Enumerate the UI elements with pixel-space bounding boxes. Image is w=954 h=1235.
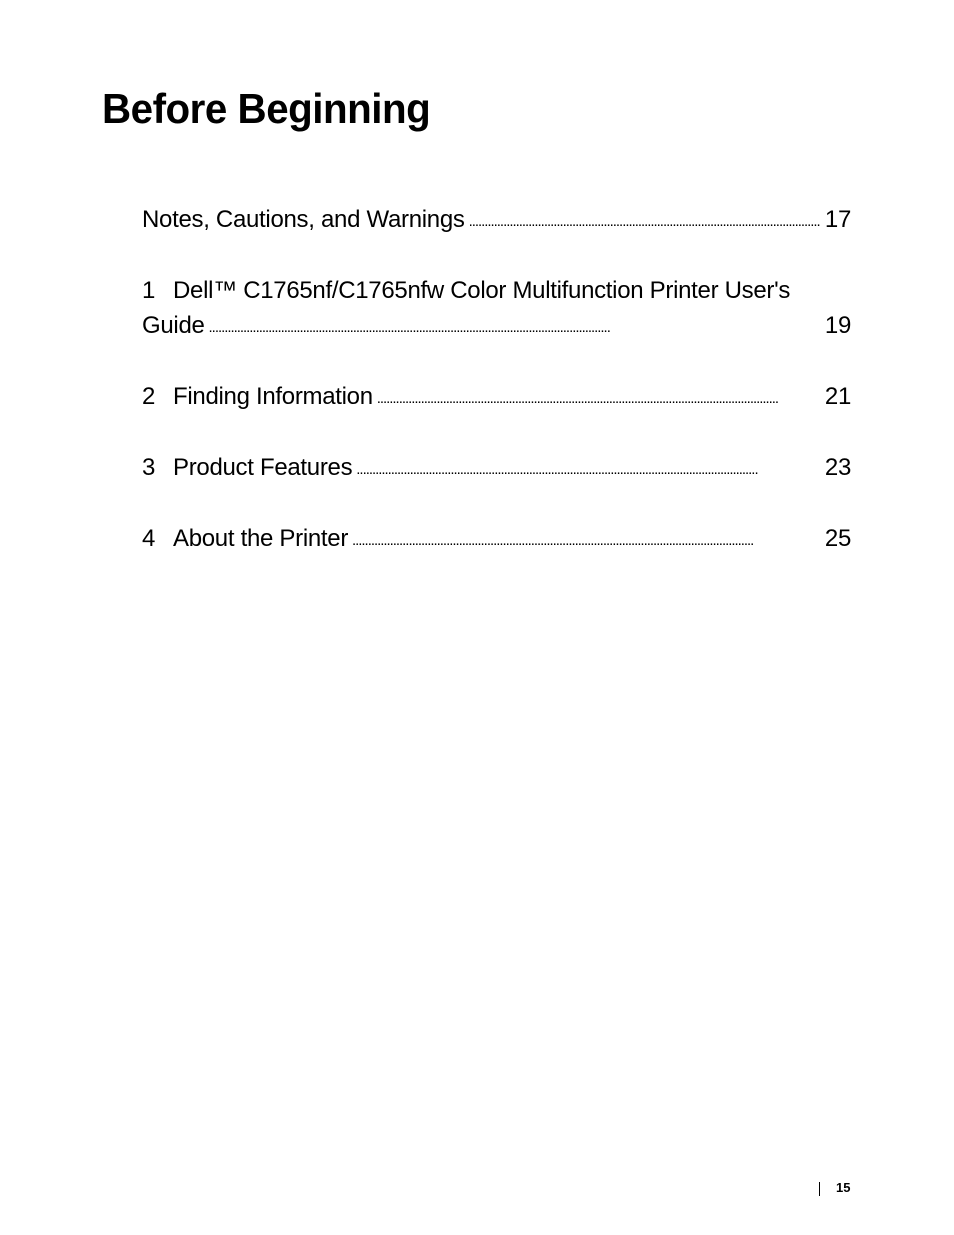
- toc-entry-title: About the Printer: [173, 525, 349, 552]
- toc-entry-title: Notes, Cautions, and Warnings: [142, 206, 465, 233]
- toc-entry-page: 21: [824, 383, 851, 410]
- toc-entry-title-continued: Guide: [142, 312, 205, 339]
- page-title: Before Beginning: [102, 85, 431, 132]
- toc-entry-notes[interactable]: [142, 202, 851, 240]
- toc-entry-number: 1: [142, 277, 156, 304]
- toc-entry-number: 2: [142, 383, 156, 410]
- toc-entry-title: Finding Information: [173, 383, 373, 410]
- toc-entry-product-features[interactable]: [142, 450, 851, 488]
- toc-entry-title: Product Features: [173, 454, 353, 481]
- toc-entry-page: 17: [824, 206, 851, 233]
- footer-page-number: 15: [836, 1180, 851, 1195]
- dot-leader: [469, 201, 821, 239]
- toc-entry-about-the-printer[interactable]: [142, 521, 851, 559]
- dot-leader: [352, 520, 821, 558]
- toc-entry-number: 4: [142, 525, 156, 552]
- toc-entry-page: 19: [824, 312, 851, 339]
- toc-entry-page: 23: [824, 454, 851, 481]
- toc-entry-number: 3: [142, 454, 156, 481]
- toc-entry-users-guide[interactable]: [142, 273, 851, 346]
- dot-leader: [356, 449, 821, 487]
- toc-entry-title: Dell™ C1765nf/C1765nfw Color Multifunction Printer User's: [173, 277, 791, 304]
- toc-entry-finding-information[interactable]: [142, 379, 851, 417]
- dot-leader: [377, 378, 821, 416]
- footer-divider: [819, 1182, 820, 1196]
- toc-entry-page: 25: [824, 525, 851, 552]
- dot-leader: [209, 307, 821, 345]
- table-of-contents: [142, 202, 851, 592]
